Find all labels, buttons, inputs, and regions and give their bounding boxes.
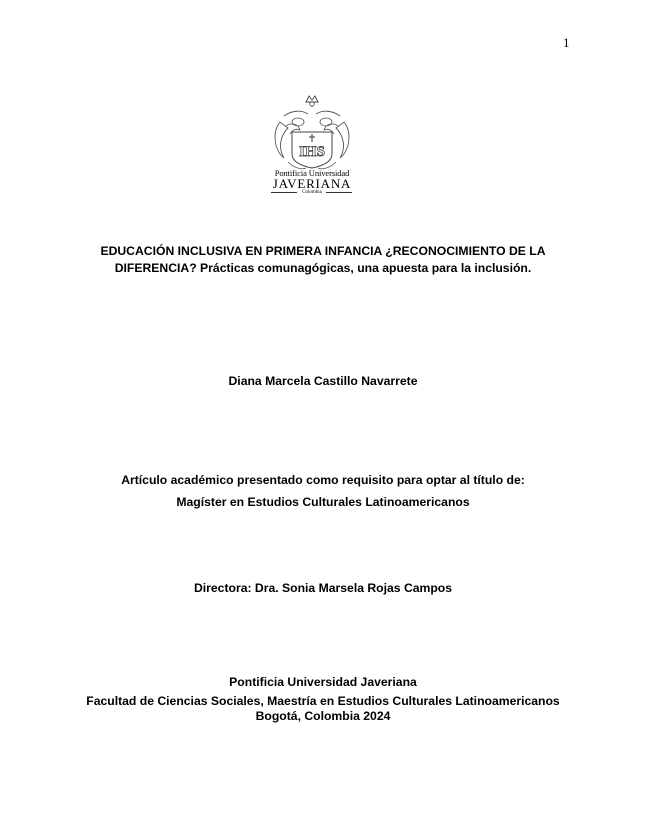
institution-name: Pontificia Universidad Javeriana: [229, 675, 417, 689]
institution-block: [0, 673, 646, 726]
author-name: Diana Marcela Castillo Navarrete: [228, 374, 418, 388]
document-title: [0, 243, 646, 277]
logo-text-colombia: Colombia: [302, 190, 322, 195]
svg-text:IHS: IHS: [299, 144, 325, 160]
requirement-line-1: Artículo académico presentado como requisito para optar al título de:: [121, 473, 525, 487]
place-year: Bogotá, Colombia 2024: [255, 709, 391, 723]
page-number: 1: [563, 35, 570, 50]
requirement-line-2: Magíster en Estudios Culturales Latinoamericanos: [176, 495, 470, 509]
logo-text-pontificia: Pontificia Universidad: [274, 168, 350, 178]
degree-requirement: [0, 469, 646, 513]
director: Directora: Dra. Sonia Marsela Rojas Campos: [193, 581, 453, 595]
title-line-2: DIFERENCIA? Prácticas comunagógicas, una apuesta para la inclusión.: [114, 261, 532, 275]
faculty-program: Facultad de Ciencias Sociales, Maestría en Estudios Culturales Latinoamericanos: [86, 694, 560, 708]
logo-text-javeriana: JAVERIANA: [272, 176, 352, 191]
title-line-1: EDUCACIÓN INCLUSIVA EN PRIMERA INFANCIA ¿RECONOCIMIENTO DE LA: [100, 244, 546, 258]
